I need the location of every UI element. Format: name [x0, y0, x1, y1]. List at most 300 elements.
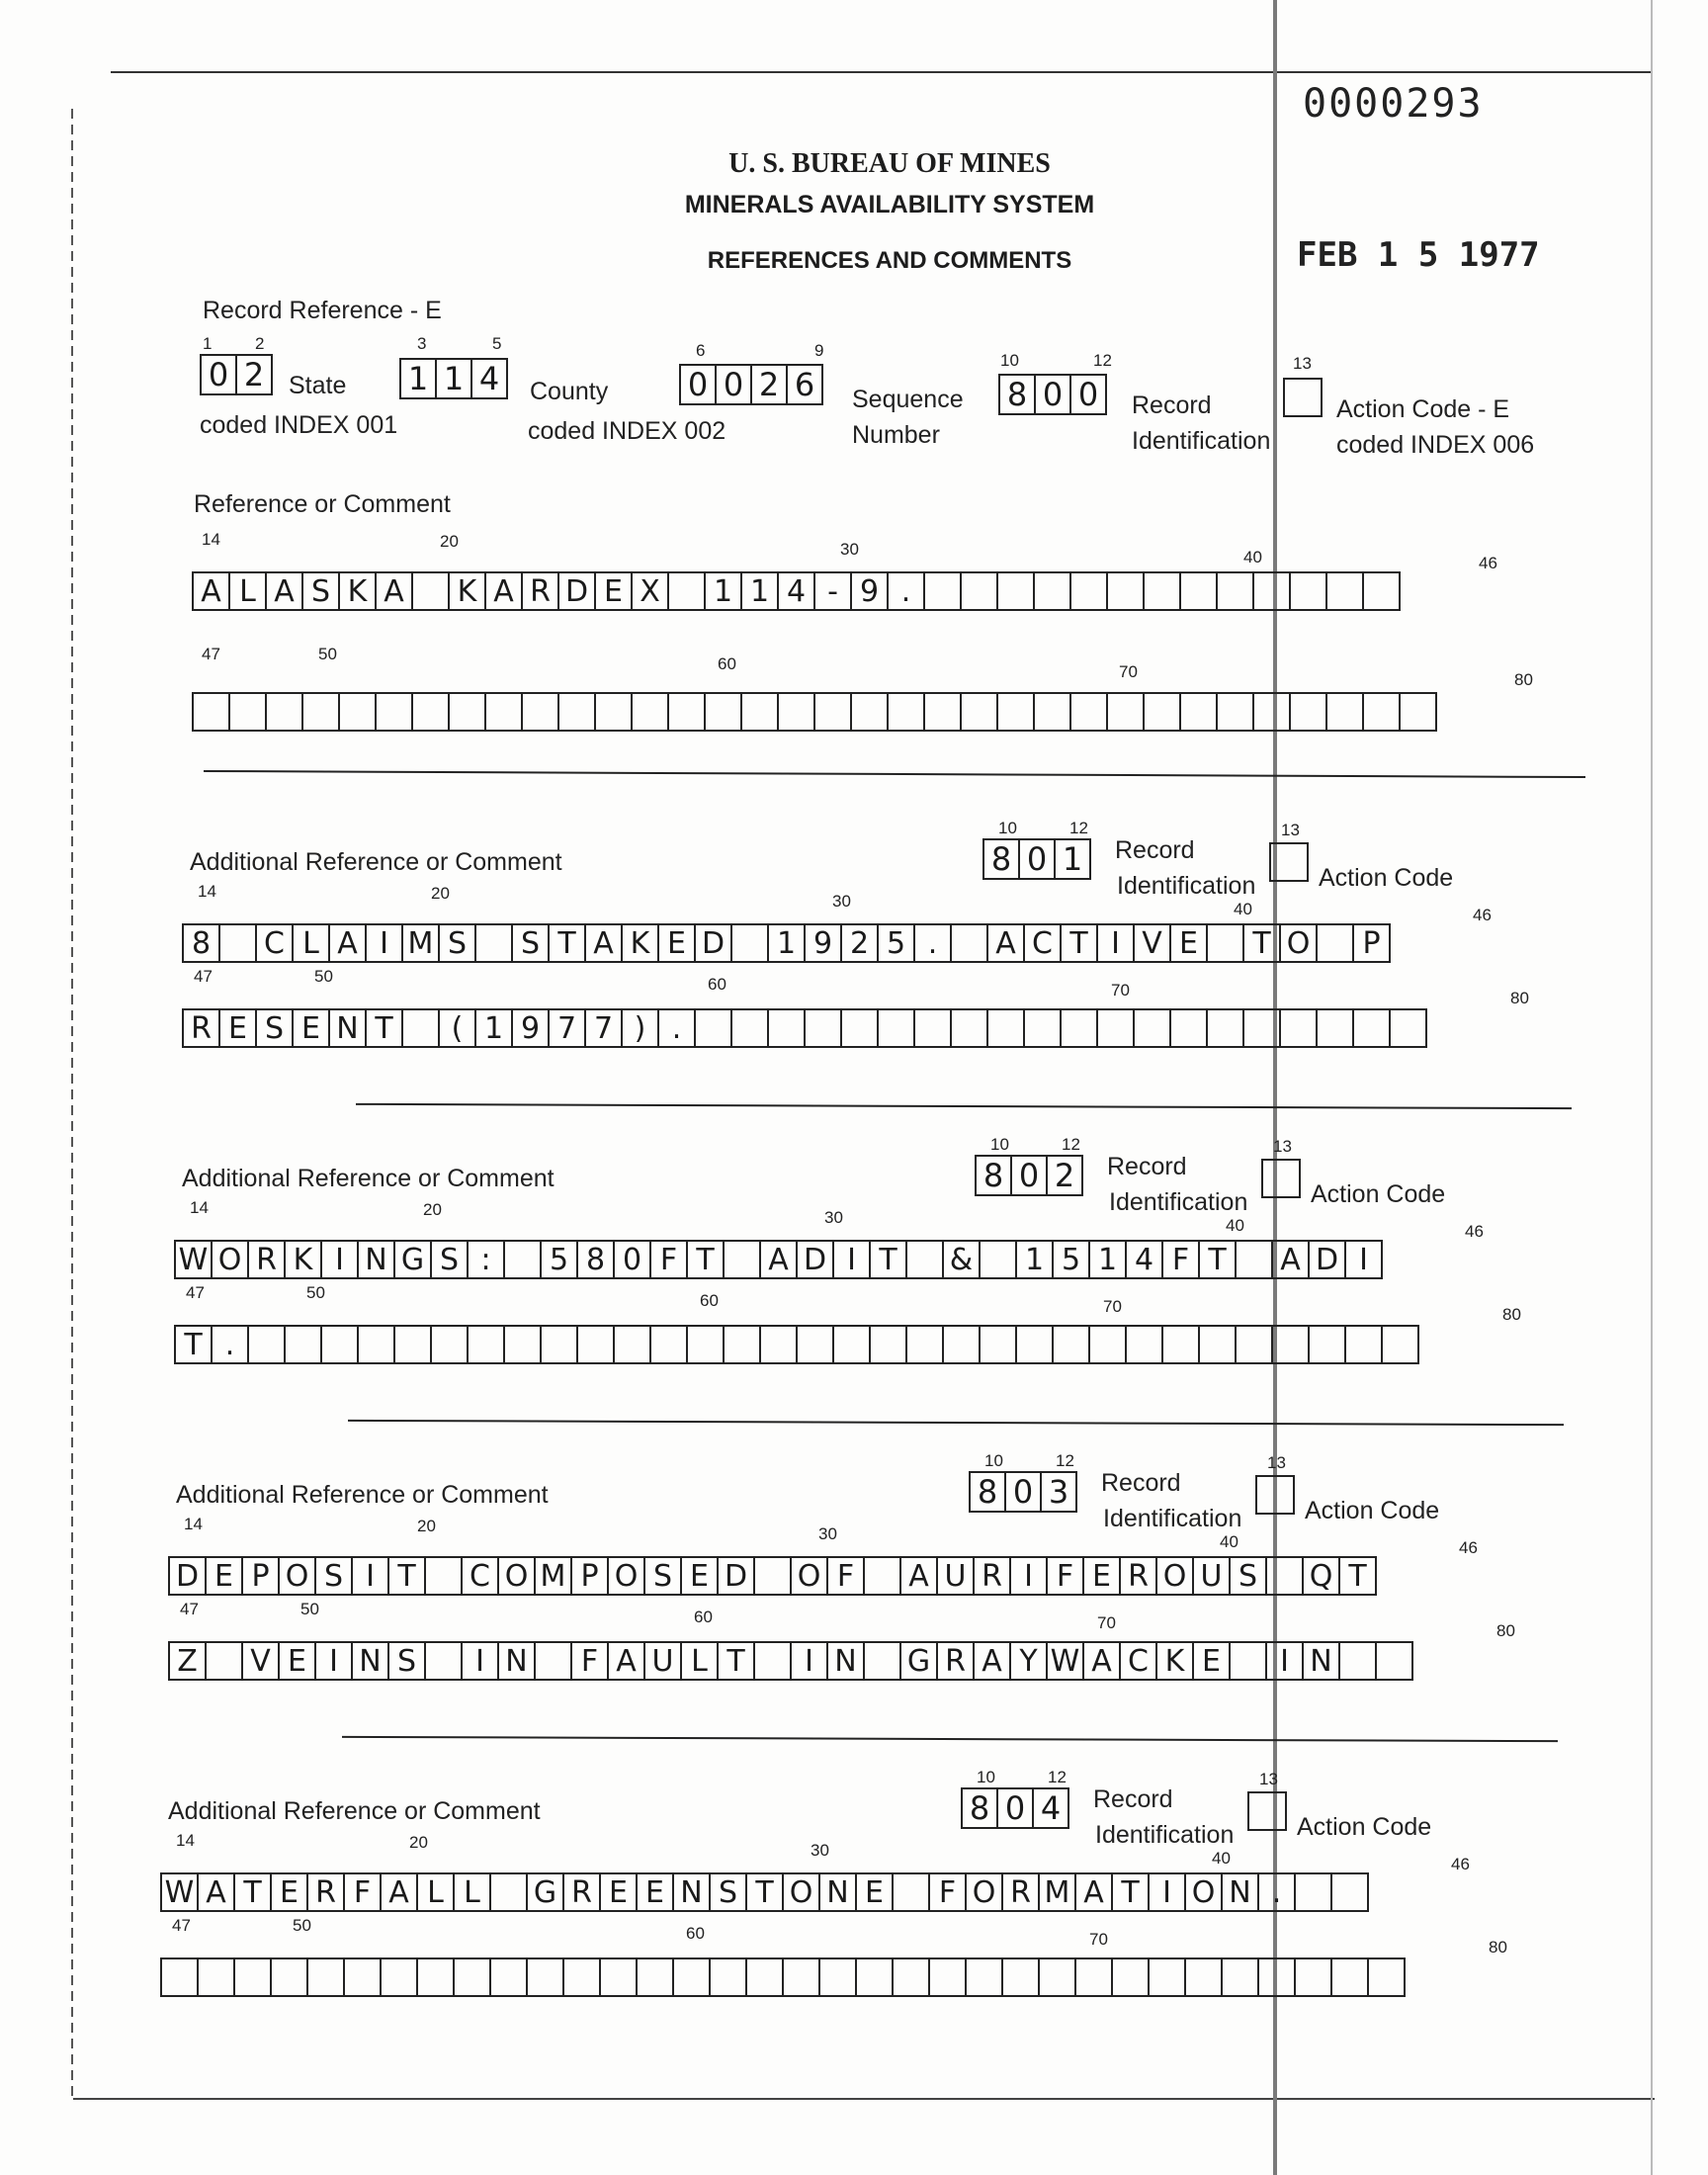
char-cell[interactable]: I [1344, 1240, 1383, 1279]
char-cell[interactable] [1252, 692, 1291, 732]
char-cell[interactable] [1206, 923, 1244, 963]
char-cell[interactable] [1143, 692, 1181, 732]
comment-line-2[interactable] [170, 1641, 1413, 1681]
code-cell[interactable]: 2 [750, 364, 788, 405]
char-cell[interactable] [205, 1641, 243, 1681]
char-cell[interactable]: A [759, 1240, 798, 1279]
char-cell[interactable]: T [1242, 923, 1281, 963]
char-cell[interactable]: R [306, 1872, 345, 1912]
record-id-code-box[interactable] [984, 838, 1091, 880]
char-cell[interactable]: D [796, 1240, 834, 1279]
char-cell[interactable] [960, 692, 998, 732]
char-cell[interactable]: . [211, 1325, 249, 1364]
char-cell[interactable]: 9 [511, 1008, 550, 1048]
char-cell[interactable] [782, 1958, 820, 1997]
char-cell[interactable] [905, 1325, 944, 1364]
char-cell[interactable]: 7 [548, 1008, 586, 1048]
char-cell[interactable] [694, 1008, 732, 1048]
char-cell[interactable]: A [375, 571, 413, 611]
char-cell[interactable] [950, 1008, 988, 1048]
char-cell[interactable]: A [265, 571, 303, 611]
char-cell[interactable] [1235, 1325, 1273, 1364]
char-cell[interactable]: M [534, 1556, 572, 1596]
char-cell[interactable]: V [1133, 923, 1171, 963]
char-cell[interactable]: E [278, 1641, 316, 1681]
code-cell[interactable]: 0 [1069, 374, 1107, 415]
char-cell[interactable]: . [887, 571, 925, 611]
reference-line-1[interactable] [194, 571, 1401, 611]
char-cell[interactable]: I [320, 1240, 359, 1279]
char-cell[interactable]: I [790, 1641, 828, 1681]
char-cell[interactable]: S [314, 1556, 353, 1596]
char-cell[interactable]: 5 [1052, 1240, 1090, 1279]
char-cell[interactable] [489, 1958, 528, 1997]
char-cell[interactable] [393, 1325, 432, 1364]
char-cell[interactable] [923, 692, 962, 732]
char-cell[interactable] [667, 571, 706, 611]
char-cell[interactable] [160, 1958, 199, 1997]
comment-line-1[interactable] [170, 1556, 1377, 1596]
char-cell[interactable] [1015, 1325, 1054, 1364]
char-cell[interactable] [709, 1958, 747, 1997]
char-cell[interactable] [540, 1325, 578, 1364]
char-cell[interactable] [996, 692, 1035, 732]
char-cell[interactable]: D [694, 923, 732, 963]
char-cell[interactable]: 8 [182, 923, 220, 963]
char-cell[interactable]: . [913, 923, 952, 963]
char-cell[interactable] [804, 1008, 842, 1048]
char-cell[interactable] [1125, 1325, 1163, 1364]
char-cell[interactable]: G [526, 1872, 564, 1912]
char-cell[interactable] [923, 571, 962, 611]
reference-line-2[interactable] [194, 692, 1437, 732]
char-cell[interactable] [1052, 1325, 1090, 1364]
state-code-box[interactable] [202, 354, 273, 395]
code-cell[interactable]: 8 [969, 1471, 1006, 1513]
char-cell[interactable]: L [292, 923, 330, 963]
char-cell[interactable] [1289, 692, 1327, 732]
char-cell[interactable]: D [168, 1556, 207, 1596]
char-cell[interactable] [218, 923, 257, 963]
char-cell[interactable] [1033, 571, 1071, 611]
char-cell[interactable]: M [401, 923, 440, 963]
char-cell[interactable] [723, 1240, 761, 1279]
char-cell[interactable]: M [1038, 1872, 1076, 1912]
char-cell[interactable] [503, 1325, 542, 1364]
char-cell[interactable]: U [936, 1556, 975, 1596]
char-cell[interactable] [467, 1325, 505, 1364]
char-cell[interactable]: T [233, 1872, 272, 1912]
char-cell[interactable] [979, 1240, 1017, 1279]
char-cell[interactable] [1033, 692, 1071, 732]
char-cell[interactable]: I [832, 1240, 871, 1279]
char-cell[interactable] [1325, 692, 1364, 732]
char-cell[interactable]: I [461, 1641, 499, 1681]
char-cell[interactable]: 0 [613, 1240, 651, 1279]
char-cell[interactable]: N [672, 1872, 711, 1912]
char-cell[interactable] [913, 1008, 952, 1048]
char-cell[interactable]: Y [1009, 1641, 1048, 1681]
char-cell[interactable] [863, 1641, 901, 1681]
char-cell[interactable]: S [255, 1008, 294, 1048]
record-id-code-box[interactable] [963, 1787, 1069, 1829]
code-cell[interactable]: 4 [1032, 1787, 1069, 1829]
char-cell[interactable]: E [636, 1872, 674, 1912]
char-cell[interactable] [411, 692, 450, 732]
char-cell[interactable]: R [182, 1008, 220, 1048]
char-cell[interactable]: E [657, 923, 696, 963]
char-cell[interactable]: U [1192, 1556, 1231, 1596]
char-cell[interactable]: O [1155, 1556, 1194, 1596]
char-cell[interactable] [753, 1556, 792, 1596]
char-cell[interactable] [1001, 1958, 1040, 1997]
char-cell[interactable] [1088, 1325, 1127, 1364]
char-cell[interactable]: T [174, 1325, 213, 1364]
char-cell[interactable]: L [680, 1641, 719, 1681]
char-cell[interactable]: R [1001, 1872, 1040, 1912]
char-cell[interactable] [979, 1325, 1017, 1364]
char-cell[interactable] [723, 1325, 761, 1364]
char-cell[interactable] [1235, 1240, 1273, 1279]
char-cell[interactable]: K [284, 1240, 322, 1279]
char-cell[interactable] [1106, 571, 1145, 611]
char-cell[interactable]: 1 [1088, 1240, 1127, 1279]
char-cell[interactable]: C [1119, 1641, 1157, 1681]
char-cell[interactable]: A [584, 923, 623, 963]
char-cell[interactable] [534, 1641, 572, 1681]
char-cell[interactable]: E [292, 1008, 330, 1048]
char-cell[interactable] [1330, 1958, 1369, 1997]
char-cell[interactable] [1265, 1556, 1304, 1596]
char-cell[interactable] [1352, 1008, 1391, 1048]
char-cell[interactable] [1375, 1641, 1413, 1681]
code-cell[interactable]: 1 [399, 358, 437, 399]
char-cell[interactable] [818, 1958, 857, 1997]
char-cell[interactable] [777, 692, 815, 732]
char-cell[interactable] [448, 692, 486, 732]
char-cell[interactable]: 9 [850, 571, 889, 611]
char-cell[interactable]: E [680, 1556, 719, 1596]
char-cell[interactable]: A [973, 1641, 1011, 1681]
char-cell[interactable] [526, 1958, 564, 1997]
char-cell[interactable]: 1 [704, 571, 742, 611]
char-cell[interactable]: . [657, 1008, 696, 1048]
char-cell[interactable]: 5 [540, 1240, 578, 1279]
char-cell[interactable]: A [1271, 1240, 1310, 1279]
char-cell[interactable] [1069, 692, 1108, 732]
char-cell[interactable]: X [631, 571, 669, 611]
char-cell[interactable]: N [357, 1240, 395, 1279]
char-cell[interactable]: N [818, 1872, 857, 1912]
char-cell[interactable]: E [855, 1872, 894, 1912]
char-cell[interactable] [1179, 571, 1218, 611]
char-cell[interactable]: I [1265, 1641, 1304, 1681]
char-cell[interactable]: O [211, 1240, 249, 1279]
char-cell[interactable] [430, 1325, 469, 1364]
char-cell[interactable] [1325, 571, 1364, 611]
char-cell[interactable]: D [557, 571, 596, 611]
char-cell[interactable]: P [570, 1556, 609, 1596]
char-cell[interactable]: I [1096, 923, 1135, 963]
comment-line-2[interactable] [184, 1008, 1427, 1048]
char-cell[interactable]: A [380, 1872, 418, 1912]
char-cell[interactable] [453, 1958, 491, 1997]
comment-line-1[interactable] [184, 923, 1391, 963]
char-cell[interactable]: C [255, 923, 294, 963]
char-cell[interactable] [562, 1958, 601, 1997]
comment-line-2[interactable] [176, 1325, 1419, 1364]
char-cell[interactable]: T [1111, 1872, 1150, 1912]
char-cell[interactable]: Z [168, 1641, 207, 1681]
char-cell[interactable]: T [1060, 923, 1098, 963]
char-cell[interactable]: R [247, 1240, 286, 1279]
char-cell[interactable] [1096, 1008, 1135, 1048]
char-cell[interactable]: E [270, 1872, 308, 1912]
char-cell[interactable]: N [826, 1641, 865, 1681]
char-cell[interactable]: W [1046, 1641, 1084, 1681]
char-cell[interactable] [863, 1556, 901, 1596]
record-id-code-box[interactable] [977, 1155, 1083, 1196]
char-cell[interactable] [986, 1008, 1025, 1048]
char-cell[interactable]: I [351, 1556, 389, 1596]
char-cell[interactable] [1362, 692, 1401, 732]
char-cell[interactable]: P [241, 1556, 280, 1596]
char-cell[interactable] [270, 1958, 308, 1997]
char-cell[interactable] [1216, 692, 1254, 732]
char-cell[interactable]: F [343, 1872, 382, 1912]
char-cell[interactable] [411, 571, 450, 611]
char-cell[interactable] [649, 1325, 688, 1364]
char-cell[interactable] [942, 1325, 981, 1364]
char-cell[interactable]: L [453, 1872, 491, 1912]
char-cell[interactable] [503, 1240, 542, 1279]
char-cell[interactable] [599, 1958, 638, 1997]
char-cell[interactable] [424, 1556, 463, 1596]
char-cell[interactable]: K [621, 923, 659, 963]
char-cell[interactable]: A [484, 571, 523, 611]
char-cell[interactable] [686, 1325, 725, 1364]
char-cell[interactable]: R [521, 571, 559, 611]
char-cell[interactable]: O [1184, 1872, 1223, 1912]
char-cell[interactable]: A [1082, 1641, 1121, 1681]
char-cell[interactable]: E [594, 571, 633, 611]
char-cell[interactable] [1216, 571, 1254, 611]
char-cell[interactable] [745, 1958, 784, 1997]
char-cell[interactable]: A [328, 923, 367, 963]
char-cell[interactable] [557, 692, 596, 732]
char-cell[interactable]: N [497, 1641, 536, 1681]
char-cell[interactable] [636, 1958, 674, 1997]
char-cell[interactable]: 1 [474, 1008, 513, 1048]
char-cell[interactable]: A [607, 1641, 645, 1681]
char-cell[interactable] [197, 1958, 235, 1997]
char-cell[interactable] [284, 1325, 322, 1364]
action-code-box[interactable] [1261, 1159, 1301, 1198]
char-cell[interactable]: 2 [840, 923, 879, 963]
char-cell[interactable] [1023, 1008, 1062, 1048]
action-code-box[interactable] [1283, 378, 1323, 417]
char-cell[interactable]: I [365, 923, 403, 963]
char-cell[interactable] [813, 692, 852, 732]
char-cell[interactable] [1184, 1958, 1223, 1997]
char-cell[interactable]: O [1279, 923, 1318, 963]
char-cell[interactable]: T [745, 1872, 784, 1912]
char-cell[interactable]: F [570, 1641, 609, 1681]
char-cell[interactable] [850, 692, 889, 732]
char-cell[interactable] [1179, 692, 1218, 732]
char-cell[interactable] [233, 1958, 272, 1997]
char-cell[interactable] [950, 923, 988, 963]
char-cell[interactable] [1271, 1325, 1310, 1364]
char-cell[interactable] [1389, 1008, 1427, 1048]
char-cell[interactable] [306, 1958, 345, 1997]
code-cell[interactable]: 0 [996, 1787, 1034, 1829]
char-cell[interactable]: R [562, 1872, 601, 1912]
char-cell[interactable] [416, 1958, 455, 1997]
char-cell[interactable] [887, 692, 925, 732]
char-cell[interactable]: T [1338, 1556, 1377, 1596]
char-cell[interactable] [576, 1325, 615, 1364]
char-cell[interactable]: Q [1302, 1556, 1340, 1596]
char-cell[interactable]: F [1046, 1556, 1084, 1596]
char-cell[interactable] [740, 692, 779, 732]
char-cell[interactable]: O [607, 1556, 645, 1596]
char-cell[interactable] [1294, 1872, 1332, 1912]
char-cell[interactable]: E [599, 1872, 638, 1912]
char-cell[interactable]: T [365, 1008, 403, 1048]
char-cell[interactable]: W [174, 1240, 213, 1279]
char-cell[interactable] [667, 692, 706, 732]
char-cell[interactable] [965, 1958, 1003, 1997]
county-code-box[interactable] [401, 358, 508, 399]
char-cell[interactable] [730, 1008, 769, 1048]
char-cell[interactable]: A [899, 1556, 938, 1596]
char-cell[interactable] [484, 692, 523, 732]
char-cell[interactable]: D [1308, 1240, 1346, 1279]
char-cell[interactable] [1338, 1641, 1377, 1681]
char-cell[interactable] [796, 1325, 834, 1364]
code-cell[interactable]: 8 [998, 374, 1036, 415]
char-cell[interactable] [1038, 1958, 1076, 1997]
char-cell[interactable] [1316, 923, 1354, 963]
char-cell[interactable] [1198, 1325, 1237, 1364]
char-cell[interactable] [320, 1325, 359, 1364]
char-cell[interactable] [1169, 1008, 1208, 1048]
code-cell[interactable]: 6 [786, 364, 823, 405]
char-cell[interactable] [730, 923, 769, 963]
char-cell[interactable]: I [1009, 1556, 1048, 1596]
char-cell[interactable]: S [511, 923, 550, 963]
char-cell[interactable] [753, 1641, 792, 1681]
char-cell[interactable]: F [1161, 1240, 1200, 1279]
char-cell[interactable] [521, 692, 559, 732]
char-cell[interactable] [1308, 1325, 1346, 1364]
char-cell[interactable]: W [160, 1872, 199, 1912]
char-cell[interactable] [1221, 1958, 1259, 1997]
char-cell[interactable]: E [218, 1008, 257, 1048]
char-cell[interactable]: T [387, 1556, 426, 1596]
char-cell[interactable]: F [928, 1872, 967, 1912]
char-cell[interactable]: A [197, 1872, 235, 1912]
char-cell[interactable] [594, 692, 633, 732]
char-cell[interactable] [1330, 1872, 1369, 1912]
char-cell[interactable] [672, 1958, 711, 1997]
char-cell[interactable] [759, 1325, 798, 1364]
char-cell[interactable]: 5 [877, 923, 915, 963]
action-code-box[interactable] [1269, 842, 1309, 882]
char-cell[interactable] [1106, 692, 1145, 732]
code-cell[interactable]: 0 [679, 364, 717, 405]
code-cell[interactable]: 8 [975, 1155, 1012, 1196]
code-cell[interactable]: 0 [1004, 1471, 1042, 1513]
char-cell[interactable] [613, 1325, 651, 1364]
char-cell[interactable]: K [338, 571, 377, 611]
char-cell[interactable]: N [328, 1008, 367, 1048]
char-cell[interactable] [1148, 1958, 1186, 1997]
char-cell[interactable] [1252, 571, 1291, 611]
char-cell[interactable]: R [973, 1556, 1011, 1596]
char-cell[interactable]: I [1148, 1872, 1186, 1912]
comment-line-1[interactable] [176, 1240, 1383, 1279]
char-cell[interactable] [1257, 1958, 1296, 1997]
char-cell[interactable] [960, 571, 998, 611]
char-cell[interactable]: 1 [1015, 1240, 1054, 1279]
char-cell[interactable]: : [467, 1240, 505, 1279]
char-cell[interactable]: P [1352, 923, 1391, 963]
char-cell[interactable] [767, 1008, 806, 1048]
char-cell[interactable]: E [1192, 1641, 1231, 1681]
char-cell[interactable] [1316, 1008, 1354, 1048]
action-code-box[interactable] [1247, 1791, 1287, 1831]
char-cell[interactable]: F [826, 1556, 865, 1596]
char-cell[interactable] [840, 1008, 879, 1048]
char-cell[interactable]: C [461, 1556, 499, 1596]
char-cell[interactable] [265, 692, 303, 732]
code-cell[interactable]: 3 [1040, 1471, 1077, 1513]
char-cell[interactable]: A [986, 923, 1025, 963]
comment-line-1[interactable] [162, 1872, 1369, 1912]
char-cell[interactable]: R [936, 1641, 975, 1681]
char-cell[interactable] [832, 1325, 871, 1364]
sequence-code-box[interactable] [681, 364, 823, 405]
code-cell[interactable]: 0 [1010, 1155, 1048, 1196]
action-code-box[interactable] [1255, 1475, 1295, 1515]
char-cell[interactable]: T [869, 1240, 907, 1279]
char-cell[interactable] [357, 1325, 395, 1364]
char-cell[interactable] [1161, 1325, 1200, 1364]
char-cell[interactable]: E [205, 1556, 243, 1596]
code-cell[interactable]: 4 [470, 358, 508, 399]
char-cell[interactable] [247, 1325, 286, 1364]
char-cell[interactable]: A [192, 571, 230, 611]
char-cell[interactable]: V [241, 1641, 280, 1681]
char-cell[interactable]: A [1074, 1872, 1113, 1912]
char-cell[interactable] [1294, 1958, 1332, 1997]
char-cell[interactable] [877, 1008, 915, 1048]
char-cell[interactable] [228, 692, 267, 732]
char-cell[interactable] [1242, 1008, 1281, 1048]
char-cell[interactable] [1060, 1008, 1098, 1048]
char-cell[interactable]: S [1229, 1556, 1267, 1596]
char-cell[interactable] [474, 923, 513, 963]
char-cell[interactable]: K [1155, 1641, 1194, 1681]
char-cell[interactable]: S [438, 923, 476, 963]
code-cell[interactable]: 8 [982, 838, 1020, 880]
char-cell[interactable] [1111, 1958, 1150, 1997]
char-cell[interactable]: 1 [740, 571, 779, 611]
char-cell[interactable]: O [782, 1872, 820, 1912]
char-cell[interactable]: S [430, 1240, 469, 1279]
